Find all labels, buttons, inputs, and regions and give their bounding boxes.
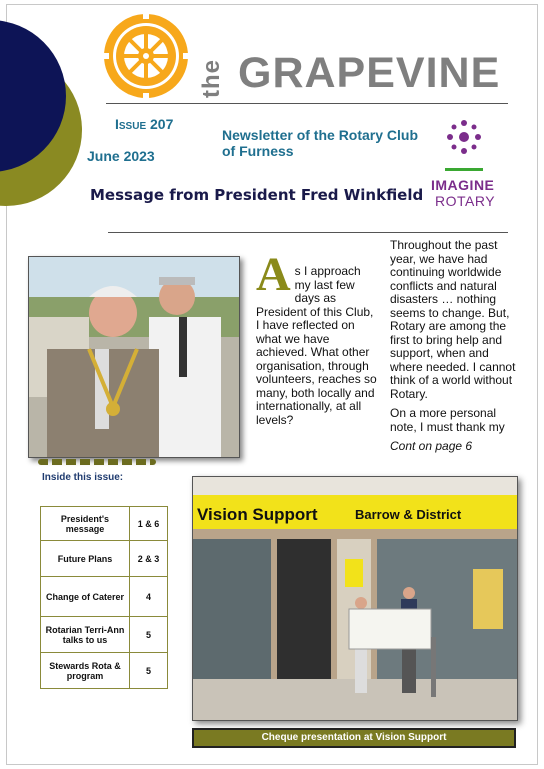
headline-rule (108, 232, 508, 233)
contents-table (40, 506, 168, 689)
table-row[interactable] (41, 541, 168, 577)
article-col1-text: s I approach my last few days as President of this Club, I have reflected on what we have achieved. What other organisation, through volunteers, reaches so many, both locally and internationally, at all levels? (256, 264, 377, 427)
imagine-rotary-icon (443, 118, 485, 174)
article-column-1 (256, 248, 380, 427)
inside-title: Inside this issue: (42, 472, 124, 483)
masthead-title: GRAPEVINE (238, 49, 501, 97)
rotary-logo-icon (102, 12, 190, 100)
toc-pages: 5 (130, 653, 168, 689)
sign-right-text: Barrow & District (355, 507, 462, 522)
issue-number: Issue 207 (115, 116, 174, 132)
toc-title: Future Plans (41, 541, 130, 577)
toc-title: Stewards Rota & program (41, 653, 130, 689)
toc-pages: 5 (130, 617, 168, 653)
masthead-rule (106, 103, 508, 104)
article-col2-para2: On a more personal note, I must thank my (390, 406, 505, 434)
toc-title: Rotarian Terri-Ann talks to us (41, 617, 130, 653)
photo-caption: Cheque presentation at Vision Support (192, 728, 516, 748)
sign-left-text: Vision Support (197, 505, 318, 524)
toc-title: Change of Caterer (41, 577, 130, 617)
newsletter-subtitle: Newsletter of the Rotary Club of Furness (222, 127, 419, 159)
table-row[interactable] (41, 507, 168, 541)
cheque-photo (192, 476, 518, 721)
rotary-text: ROTARY (435, 193, 496, 209)
continued-link[interactable]: Cont on page 6 (390, 439, 473, 453)
toc-pages: 1 & 6 (130, 507, 168, 541)
table-row[interactable] (41, 617, 168, 653)
president-photo (28, 256, 240, 458)
table-row[interactable] (41, 653, 168, 689)
table-row[interactable] (41, 577, 168, 617)
dropcap: A (256, 248, 291, 301)
decorative-dashes (38, 459, 156, 465)
decorative-circles (0, 0, 110, 215)
issue-date: June 2023 (87, 148, 155, 164)
article-col2-para1: Throughout the past year, we have had continuing worldwide conflicts and natural disasters … nothing seems to change. But, Rotary are among the first to bring help and support, when and where needed. I cannot think of a world without Rotary. (390, 238, 516, 401)
masthead-prefix: the (198, 59, 225, 98)
article-headline: Message from President Fred Winkfield (90, 186, 424, 204)
toc-pages: 4 (130, 577, 168, 617)
imagine-text: IMAGINE (431, 177, 495, 193)
article-column-2 (390, 239, 522, 460)
toc-title: President's message (41, 507, 130, 541)
toc-pages: 2 & 3 (130, 541, 168, 577)
